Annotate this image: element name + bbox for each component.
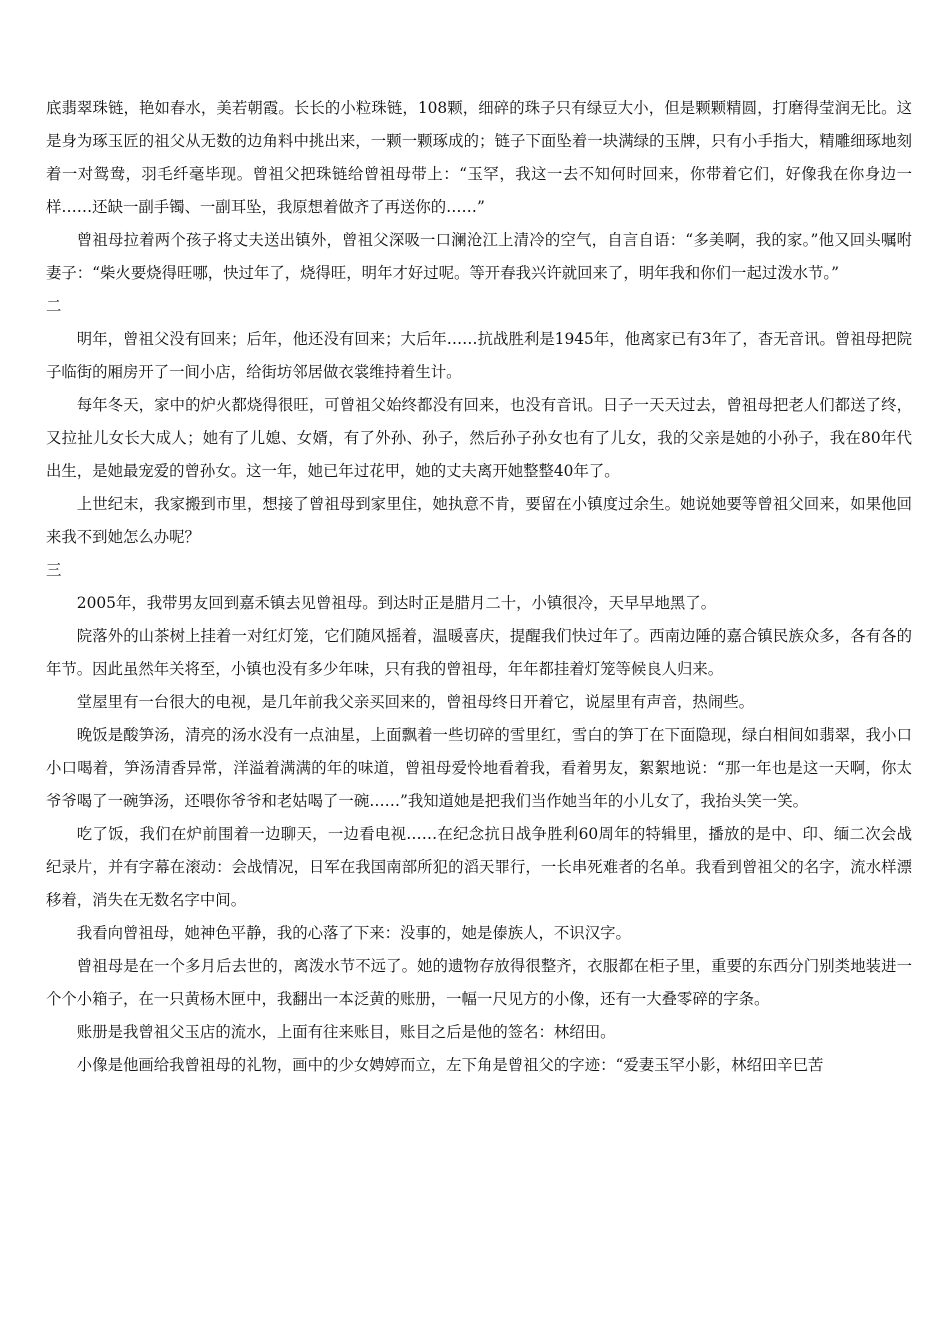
paragraph-lanterns: 院落外的山茶树上挂着一对红灯笼，它们随风摇着，温暖喜庆，提醒我们快过年了。西南边陲的嘉合镇民族众多，各有各的年节。因此虽然年关将至，小镇也没有多少年味，只有我的曾祖母，年年都挂着灯笼等候良人归来。 bbox=[46, 627, 912, 678]
paragraph-moving: 上世纪末，我家搬到市里，想接了曾祖母到家里住，她执意不肯，要留在小镇度过余生。她说她要等曾祖父回来，如果他回来我不到她怎么办呢？ bbox=[46, 495, 912, 546]
paragraph-portrait: 小像是他画给我曾祖母的礼物，画中的少女娉婷而立，左下角是曾祖父的字迹：“爱妻玉罕小影，林绍田辛巳苦 bbox=[76, 1056, 824, 1074]
paragraph-television: 堂屋里有一台很大的电视，是几年前我父亲买回来的，曾祖母终日开着它，说屋里有声音，热闹些。 bbox=[76, 693, 754, 711]
paragraph-dinner: 晚饭是酸笋汤，清亮的汤水没有一点油星，上面飘着一些切碎的雪里红，雪白的笋丁在下面隐现，绿白相间如翡翠，我小口小口喝着，笋汤清香异常，洋溢着满满的年的味道，曾祖母爱怜地看着我，看着男友，絮絮地说：“那一年也是这一天啊，你太爷爷喝了一碗笋汤，还喂你爷爷和老姑喝了一碗……”我知道她是把我们当作她当年的小儿女了，我抬头笑一笑。 bbox=[46, 726, 912, 810]
paragraph-calm: 我看向曾祖母，她神色平静，我的心落了下来：没事的，她是傣族人，不识汉字。 bbox=[76, 924, 631, 942]
paragraph-farewell: 曾祖母拉着两个孩子将丈夫送出镇外，曾祖父深吸一口澜沧江上清冷的空气，自言自语：“多美啊，我的家。”他又回头嘱咐妻子：“柴火要烧得旺哪，快过年了，烧得旺，明年才好过呢。等开春我兴许就回来了，明年我和你们一起过泼水节。” bbox=[46, 231, 912, 282]
paragraph-winters: 每年冬天，家中的炉火都烧得很旺，可曾祖父始终都没有回来，也没有音讯。日子一天天过去，曾祖母把老人们都送了终，又拉扯儿女长大成人；她有了儿媳、女婿，有了外孙、孙子，然后孙子孙女也有了儿女，我的父亲是她的小孙子，我在80年代出生，是她最宠爱的曾孙女。这一年，她已年过花甲，她的丈夫离开她整整40年了。 bbox=[46, 396, 912, 480]
paragraph-belongings: 曾祖母是在一个多月后去世的，离泼水节不远了。她的遗物存放得很整齐，衣服都在柜子里，重要的东西分门别类地装进一个个小箱子，在一只黄杨木匣中，我翻出一本泛黄的账册，一幅一尺见方的小像，还有一大叠零碎的字条。 bbox=[46, 957, 912, 1008]
paragraph-documentary: 吃了饭，我们在炉前围着一边聊天，一边看电视……在纪念抗日战争胜利60周年的特辑里，播放的是中、印、缅二次会战纪录片，并有字幕在滚动：会战情况，日军在我国南部所犯的滔天罪行，一长串死难者的名单。我看到曾祖父的名字，流水样漂移着，消失在无数名字中间。 bbox=[46, 825, 912, 909]
paragraph-ledger: 账册是我曾祖父玉店的流水，上面有往来账目，账目之后是他的签名：林绍田。 bbox=[76, 1023, 616, 1041]
paragraph-no-return: 明年，曾祖父没有回来；后年，他还没有回来；大后年……抗战胜利是1945年，他离家已有3年了，杳无音讯。曾祖母把院子临街的厢房开了一间小店，给街坊邻居做衣裳维持着生计。 bbox=[46, 330, 912, 381]
section-heading-2: 二 bbox=[46, 297, 62, 315]
document-page bbox=[46, 92, 912, 1082]
paragraph-2005: 2005年，我带男友回到嘉禾镇去见曾祖母。到达时正是腊月二十，小镇很冷，天早早地黑了。 bbox=[76, 594, 717, 612]
section-heading-3: 三 bbox=[46, 561, 62, 579]
paragraph-necklace: 底翡翠珠链，艳如春水，美若朝霞。长长的小粒珠链，108颗，细碎的珠子只有绿豆大小，但是颗颗精圆，打磨得莹润无比。这是身为琢玉匠的祖父从无数的边角料中挑出来，一颗一颗琢成的；链子下面坠着一块满绿的玉牌，只有小手指大，精雕细琢地刻着一对鸳鸯，羽毛纤毫毕现。曾祖父把珠链给曾祖母带上：“玉罕，我这一去不知何时回来，你带着它们，好像我在你身边一样……还缺一副手镯、一副耳坠，我原想着做齐了再送你的……” bbox=[46, 99, 912, 216]
